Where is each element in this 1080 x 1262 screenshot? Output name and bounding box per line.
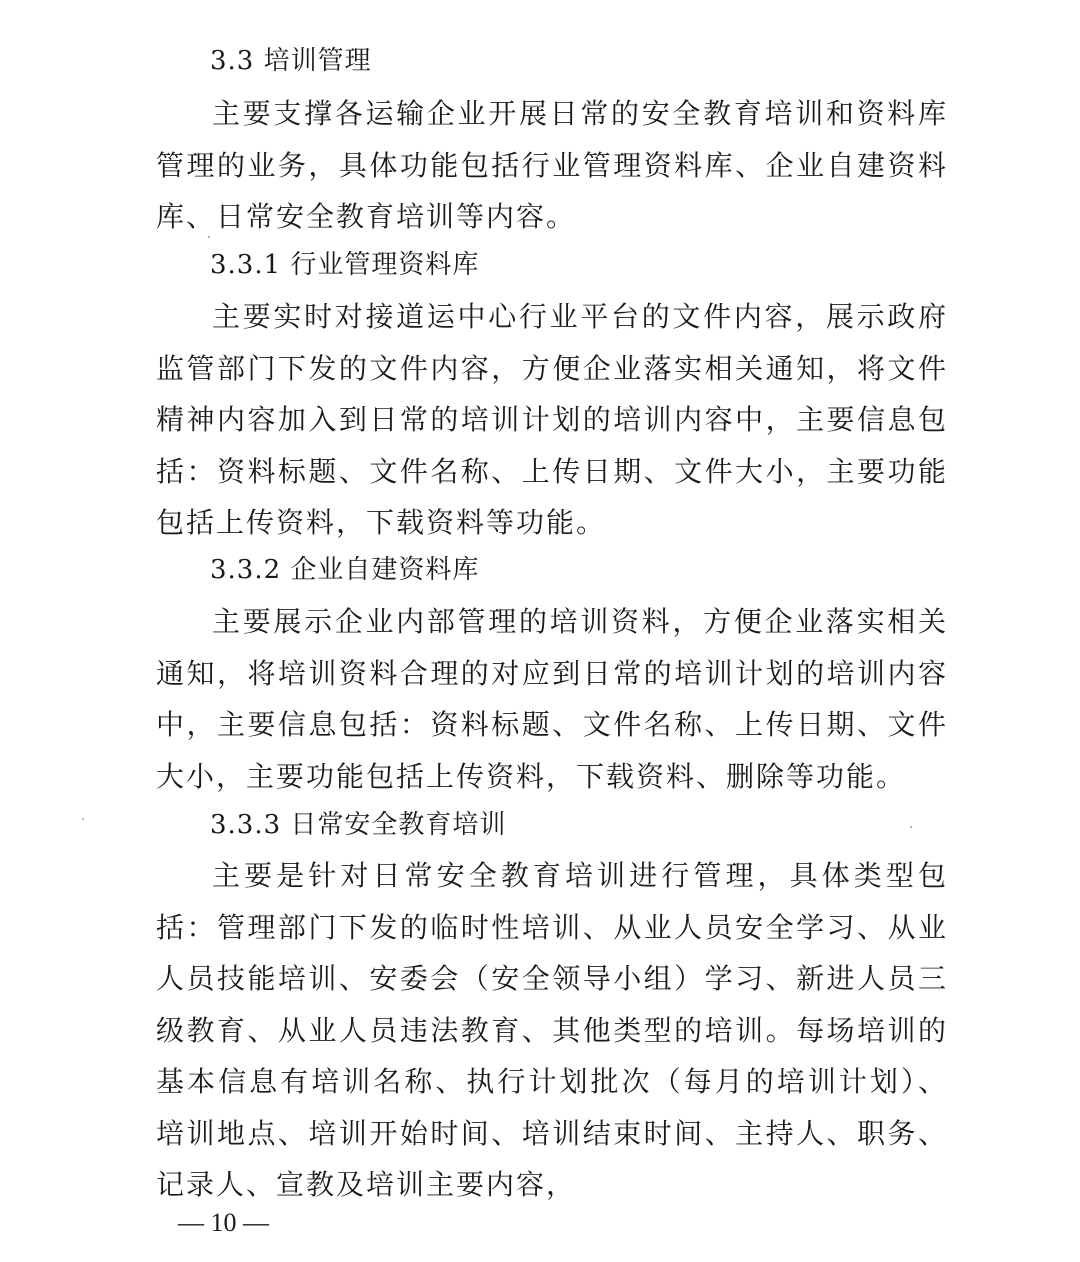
- paragraph-3-3-2: 主要展示企业内部管理的培训资料，方便企业落实相关通知，将培训资料合理的对应到日常的培训计划的培训内容中，主要信息包括：资料标题、文件名称、上传日期、文件大小，主要功能包括上传资料，下载资料、删除等功能。: [156, 605, 948, 793]
- paragraph-3-3-1: 主要实时对接道运中心行业平台的文件内容，展示政府监管部门下发的文件内容，方便企业落实相关通知，将文件精神内容加入到日常的培训计划的培训内容中，主要信息包括：资料标题、文件名称、上传日期、文件大小，主要功能包括上传资料，下载资料等功能。: [156, 300, 948, 539]
- section-heading-3-3: 3.3 培训管理: [210, 46, 372, 76]
- scan-speck: [82, 818, 84, 820]
- paragraph-3-3: 主要支撑各运输企业开展日常的安全教育培训和资料库管理的业务，具体功能包括行业管理资料库、企业自建资料库、日常安全教育培训等内容。: [156, 97, 948, 233]
- scan-speck: [208, 236, 210, 238]
- section-heading-3-3-2: 3.3.2 企业自建资料库: [210, 555, 480, 585]
- scan-speck: [910, 826, 912, 828]
- paragraph-3-3-3: 主要是针对日常安全教育培训进行管理，具体类型包括：管理部门下发的临时性培训、从业人员安全学习、从业人员技能培训、安委会（安全领导小组）学习、新进人员三级教育、从业人员违法教育、其他类型的培训。每场培训的基本信息有培训名称、执行计划批次（每月的培训计划）、培训地点、培训开始时间、培训结束时间、主持人、职务、记录人、宣教及培训主要内容，: [156, 859, 948, 1201]
- section-heading-3-3-1: 3.3.1 行业管理资料库: [210, 250, 480, 280]
- page-number: — 10 —: [178, 1208, 269, 1237]
- section-heading-3-3-3: 3.3.3 日常安全教育培训: [210, 810, 507, 840]
